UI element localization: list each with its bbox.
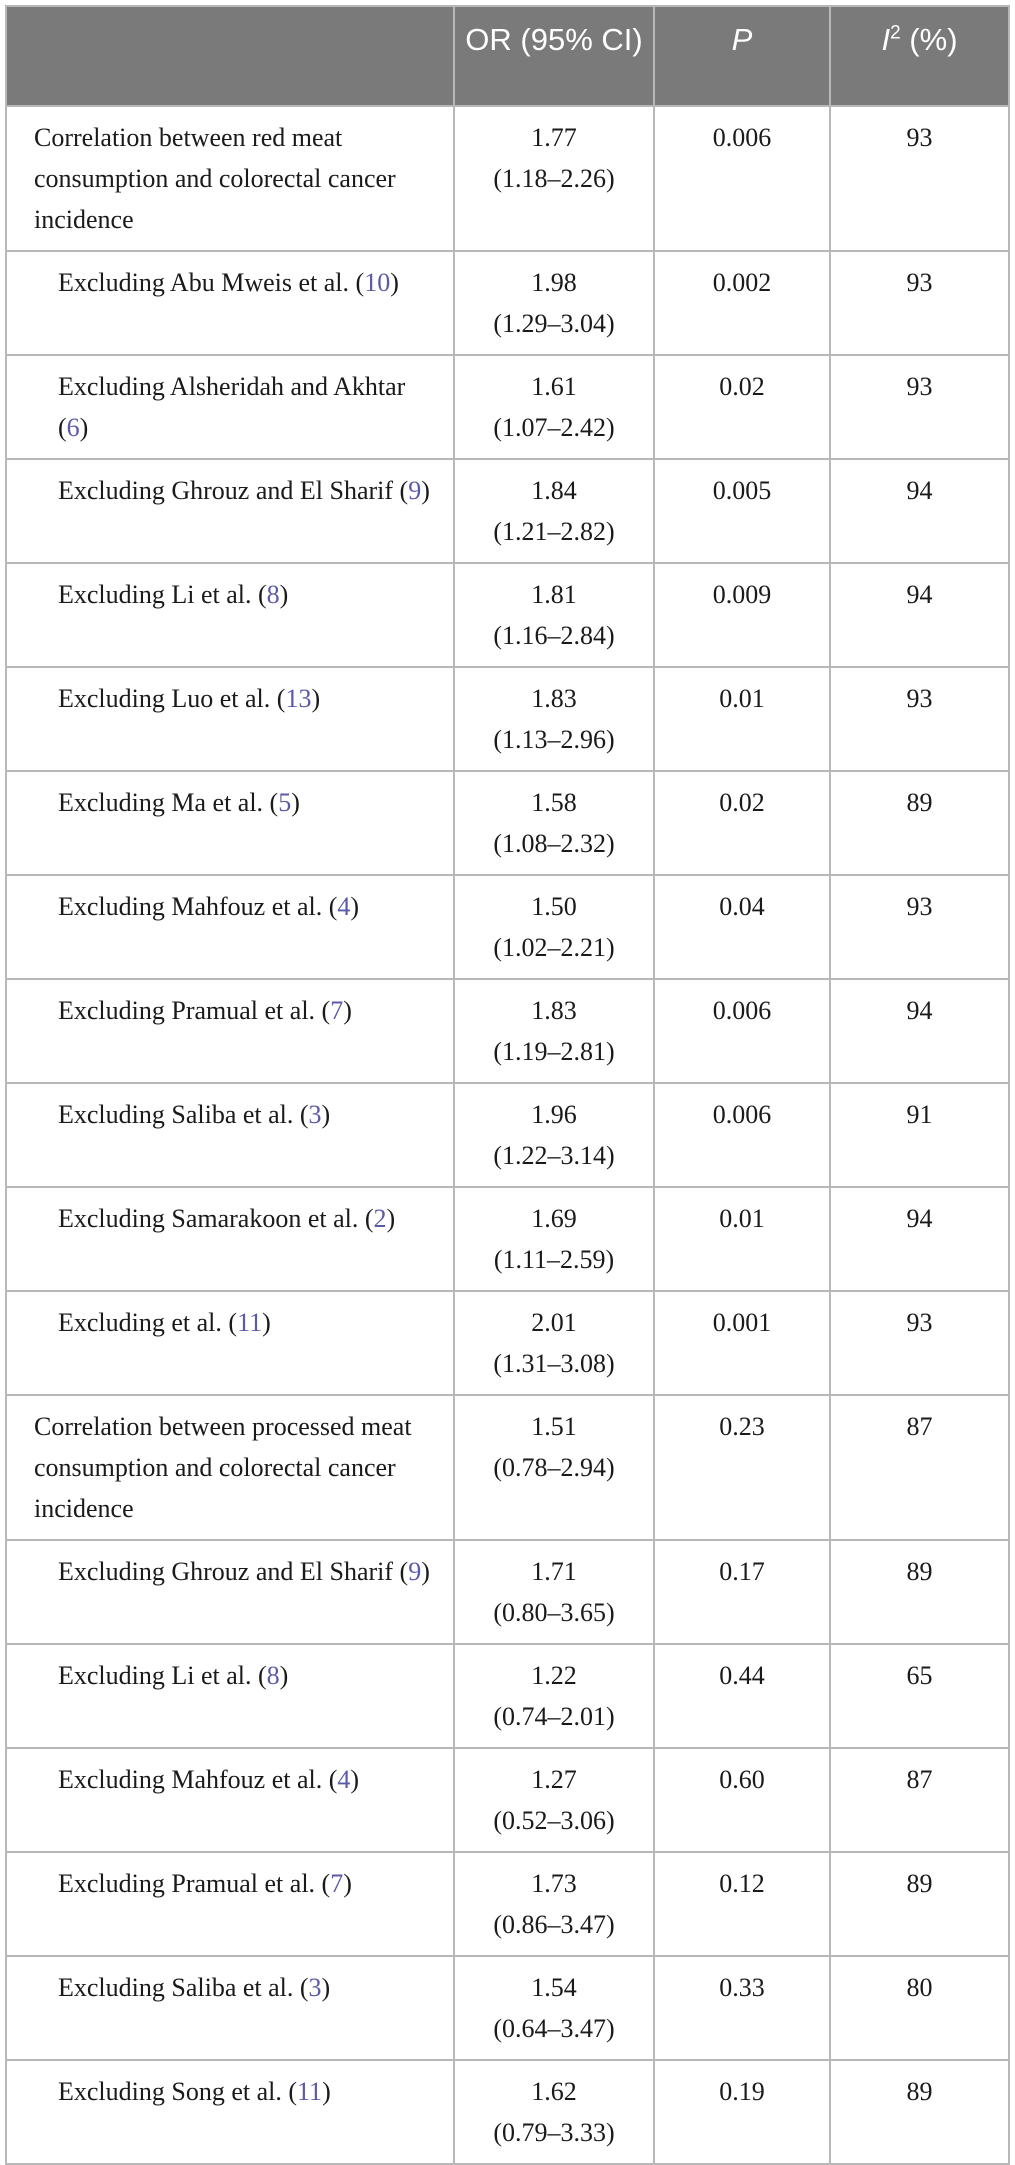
reference-link[interactable]: 8	[266, 580, 280, 609]
p-value-cell: 0.005	[654, 459, 830, 563]
sub-row	[6, 875, 1009, 979]
i-squared-cell: 89	[830, 1852, 1009, 1956]
reference-link[interactable]: 9	[408, 1557, 422, 1586]
i-squared-cell: 91	[830, 1083, 1009, 1187]
confidence-interval-value: (1.07–2.42)	[493, 413, 615, 442]
row-label: Excluding Mahfouz et al. (	[58, 1765, 338, 1794]
odds-ratio-value: 1.61	[531, 372, 577, 401]
row-label-cell	[6, 1748, 454, 1852]
p-value-cell: 0.001	[654, 1291, 830, 1395]
confidence-interval-value: (1.16–2.84)	[493, 621, 615, 650]
odds-ratio-value: 1.22	[531, 1661, 577, 1690]
sub-row	[6, 979, 1009, 1083]
sub-row	[6, 1748, 1009, 1852]
header-i-unit: (%)	[900, 22, 958, 57]
sensitivity-analysis-table-container	[5, 5, 1008, 2165]
reference-close-paren: )	[390, 268, 399, 297]
p-value-cell: 0.006	[654, 1083, 830, 1187]
sub-row	[6, 355, 1009, 459]
or-ci-cell	[454, 1540, 654, 1644]
header-i-letter: I	[881, 22, 891, 57]
group-row	[6, 1395, 1009, 1540]
reference-close-paren: )	[279, 580, 289, 609]
reference-link[interactable]: 9	[408, 476, 422, 505]
confidence-interval-value: (0.64–3.47)	[493, 2014, 615, 2043]
row-label-cell	[6, 979, 454, 1083]
row-label-cell	[6, 563, 454, 667]
odds-ratio-value: 1.50	[531, 892, 577, 921]
p-value-cell: 0.44	[654, 1644, 830, 1748]
sub-row	[6, 251, 1009, 355]
or-ci-cell	[454, 1644, 654, 1748]
i-squared-cell: 93	[830, 1291, 1009, 1395]
reference-close-paren: )	[279, 1661, 289, 1690]
confidence-interval-value: (1.29–3.04)	[493, 309, 615, 338]
or-ci-cell	[454, 1852, 654, 1956]
confidence-interval-value: (0.80–3.65)	[493, 1598, 615, 1627]
odds-ratio-value: 1.84	[531, 476, 577, 505]
p-value-cell: 0.009	[654, 563, 830, 667]
p-value-cell: 0.01	[654, 1187, 830, 1291]
sub-row	[6, 771, 1009, 875]
row-label: Excluding et al. (	[58, 1308, 238, 1337]
or-ci-cell	[454, 1748, 654, 1852]
sensitivity-analysis-table	[5, 5, 1010, 2165]
i-squared-cell: 89	[830, 1540, 1009, 1644]
reference-close-paren: )	[321, 1973, 331, 2002]
p-value-cell: 0.01	[654, 667, 830, 771]
sub-row	[6, 563, 1009, 667]
or-ci-cell	[454, 1187, 654, 1291]
or-ci-cell	[454, 875, 654, 979]
row-label-cell	[6, 1540, 454, 1644]
odds-ratio-value: 1.71	[531, 1557, 577, 1586]
confidence-interval-value: (1.13–2.96)	[493, 725, 615, 754]
reference-close-paren: )	[291, 788, 300, 817]
row-label-cell	[6, 459, 454, 563]
reference-close-paren: )	[386, 1204, 396, 1233]
row-label-cell	[6, 1644, 454, 1748]
header-label	[6, 6, 454, 106]
row-label-cell	[6, 1083, 454, 1187]
reference-close-paren: )	[343, 996, 352, 1025]
table-header	[6, 6, 1009, 106]
p-value-cell: 0.04	[654, 875, 830, 979]
reference-close-paren: )	[262, 1308, 271, 1337]
reference-close-paren: )	[322, 2077, 331, 2106]
row-label: Excluding Samarakoon et al. (	[58, 1204, 374, 1233]
or-ci-cell	[454, 1291, 654, 1395]
p-value-cell: 0.33	[654, 1956, 830, 2060]
or-ci-cell	[454, 563, 654, 667]
odds-ratio-value: 1.54	[531, 1973, 577, 2002]
p-value-cell: 0.23	[654, 1395, 830, 1540]
reference-close-paren: )	[421, 1557, 430, 1586]
reference-link[interactable]: 3	[308, 1973, 322, 2002]
i-squared-cell: 89	[830, 2060, 1009, 2164]
confidence-interval-value: (0.86–3.47)	[493, 1910, 615, 1939]
odds-ratio-value: 1.69	[531, 1204, 577, 1233]
or-ci-cell	[454, 459, 654, 563]
row-label: Excluding Ghrouz and El Sharif (	[58, 476, 409, 505]
header-p-value	[654, 6, 830, 106]
reference-close-paren: )	[343, 1869, 352, 1898]
i-squared-cell: 94	[830, 459, 1009, 563]
odds-ratio-value: 1.98	[531, 268, 577, 297]
odds-ratio-value: 1.83	[531, 684, 577, 713]
confidence-interval-value: (1.18–2.26)	[493, 164, 615, 193]
table-body	[6, 106, 1009, 2164]
row-label-cell	[6, 2060, 454, 2164]
row-label-cell	[6, 251, 454, 355]
row-label: Excluding Ghrouz and El Sharif (	[58, 1557, 409, 1586]
row-label: Excluding Alsheridah and Akhtar (	[58, 372, 406, 442]
row-label-cell	[6, 1956, 454, 2060]
sub-row	[6, 1540, 1009, 1644]
header-or-ci: OR (95% CI)	[454, 6, 654, 106]
confidence-interval-value: (0.74–2.01)	[493, 1702, 615, 1731]
i-squared-cell: 93	[830, 667, 1009, 771]
odds-ratio-value: 1.51	[531, 1412, 577, 1441]
row-label: Excluding Li et al. (	[58, 1661, 267, 1690]
odds-ratio-value: 1.27	[531, 1765, 577, 1794]
reference-close-paren: )	[311, 684, 321, 713]
sub-row	[6, 1852, 1009, 1956]
or-ci-cell	[454, 1395, 654, 1540]
reference-close-paren: )	[350, 892, 360, 921]
confidence-interval-value: (0.52–3.06)	[493, 1806, 615, 1835]
or-ci-cell	[454, 667, 654, 771]
i-squared-cell: 87	[830, 1395, 1009, 1540]
row-label-cell	[6, 355, 454, 459]
row-label-cell	[6, 1395, 454, 1540]
row-label: Excluding Luo et al. (	[58, 684, 286, 713]
reference-close-paren: )	[321, 1100, 331, 1129]
row-label: Excluding Abu Mweis et al. (	[58, 268, 365, 297]
i-squared-cell: 65	[830, 1644, 1009, 1748]
sub-row	[6, 1083, 1009, 1187]
or-ci-cell	[454, 771, 654, 875]
row-label: Excluding Song et al. (	[58, 2077, 298, 2106]
or-ci-cell	[454, 979, 654, 1083]
p-value-cell: 0.60	[654, 1748, 830, 1852]
confidence-interval-value: (1.21–2.82)	[493, 517, 615, 546]
row-label-cell	[6, 1291, 454, 1395]
confidence-interval-value: (1.11–2.59)	[493, 1245, 615, 1274]
header-row	[6, 6, 1009, 106]
row-label-cell	[6, 106, 454, 251]
confidence-interval-value: (1.22–3.14)	[493, 1141, 615, 1170]
or-ci-cell	[454, 355, 654, 459]
i-squared-cell: 80	[830, 1956, 1009, 2060]
reference-link[interactable]: 3	[308, 1100, 322, 1129]
or-ci-cell	[454, 1083, 654, 1187]
reference-close-paren: )	[350, 1765, 360, 1794]
odds-ratio-value: 1.73	[531, 1869, 577, 1898]
i-squared-cell: 93	[830, 251, 1009, 355]
i-squared-cell: 94	[830, 563, 1009, 667]
i-squared-cell: 94	[830, 1187, 1009, 1291]
i-squared-cell: 93	[830, 875, 1009, 979]
reference-link[interactable]: 8	[266, 1661, 280, 1690]
reference-link[interactable]: 11	[297, 2077, 323, 2106]
reference-link[interactable]: 7	[330, 1869, 344, 1898]
reference-link[interactable]: 7	[330, 996, 344, 1025]
reference-link[interactable]: 13	[285, 684, 312, 713]
confidence-interval-value: (1.31–3.08)	[493, 1349, 615, 1378]
p-value-cell: 0.12	[654, 1852, 830, 1956]
reference-close-paren: )	[421, 476, 430, 505]
header-p-letter: P	[731, 22, 753, 57]
or-ci-cell	[454, 106, 654, 251]
confidence-interval-value: (1.08–2.32)	[493, 829, 615, 858]
sub-row	[6, 459, 1009, 563]
row-label-cell	[6, 1852, 454, 1956]
row-label: Excluding Pramual et al. (	[58, 996, 331, 1025]
group-row	[6, 106, 1009, 251]
row-label-cell	[6, 875, 454, 979]
i-squared-cell: 94	[830, 979, 1009, 1083]
p-value-cell: 0.02	[654, 355, 830, 459]
reference-close-paren: )	[79, 413, 89, 442]
odds-ratio-value: 1.96	[531, 1100, 577, 1129]
reference-link[interactable]: 4	[337, 892, 351, 921]
row-label-cell	[6, 667, 454, 771]
reference-link[interactable]: 4	[337, 1765, 351, 1794]
odds-ratio-value: 1.83	[531, 996, 577, 1025]
reference-link[interactable]: 2	[373, 1204, 387, 1233]
confidence-interval-value: (0.78–2.94)	[493, 1453, 615, 1482]
i-squared-cell: 93	[830, 355, 1009, 459]
row-label-cell	[6, 1187, 454, 1291]
or-ci-cell	[454, 2060, 654, 2164]
i-squared-cell: 87	[830, 1748, 1009, 1852]
i-squared-cell: 89	[830, 771, 1009, 875]
reference-link[interactable]: 6	[66, 413, 80, 442]
row-label: Excluding Saliba et al. (	[58, 1100, 309, 1129]
or-ci-cell	[454, 251, 654, 355]
sub-row	[6, 1644, 1009, 1748]
confidence-interval-value: (0.79–3.33)	[493, 2118, 615, 2147]
p-value-cell: 0.002	[654, 251, 830, 355]
sub-row	[6, 1187, 1009, 1291]
sub-row	[6, 667, 1009, 771]
reference-link[interactable]: 5	[278, 788, 292, 817]
confidence-interval-value: (1.02–2.21)	[493, 933, 615, 962]
sub-row	[6, 1956, 1009, 2060]
row-label: Correlation between red meat consumption and colorectal cancer incidence	[34, 123, 396, 234]
header-i-squared	[830, 6, 1009, 106]
p-value-cell: 0.02	[654, 771, 830, 875]
reference-link[interactable]: 10	[364, 268, 391, 297]
sub-row	[6, 1291, 1009, 1395]
row-label: Excluding Saliba et al. (	[58, 1973, 309, 2002]
row-label: Excluding Li et al. (	[58, 580, 267, 609]
i-squared-cell: 93	[830, 106, 1009, 251]
row-label: Correlation between processed meat consumption and colorectal cancer incidence	[34, 1412, 412, 1523]
row-label-cell	[6, 771, 454, 875]
sub-row	[6, 2060, 1009, 2164]
confidence-interval-value: (1.19–2.81)	[493, 1037, 615, 1066]
or-ci-cell	[454, 1956, 654, 2060]
header-i-superscript: 2	[890, 22, 901, 44]
p-value-cell: 0.19	[654, 2060, 830, 2164]
odds-ratio-value: 1.81	[531, 580, 577, 609]
odds-ratio-value: 1.62	[531, 2077, 577, 2106]
row-label: Excluding Ma et al. (	[58, 788, 279, 817]
odds-ratio-value: 1.77	[531, 123, 577, 152]
p-value-cell: 0.006	[654, 106, 830, 251]
p-value-cell: 0.006	[654, 979, 830, 1083]
row-label: Excluding Pramual et al. (	[58, 1869, 331, 1898]
odds-ratio-value: 2.01	[531, 1308, 577, 1337]
odds-ratio-value: 1.58	[531, 788, 577, 817]
reference-link[interactable]: 11	[237, 1308, 263, 1337]
p-value-cell: 0.17	[654, 1540, 830, 1644]
row-label: Excluding Mahfouz et al. (	[58, 892, 338, 921]
